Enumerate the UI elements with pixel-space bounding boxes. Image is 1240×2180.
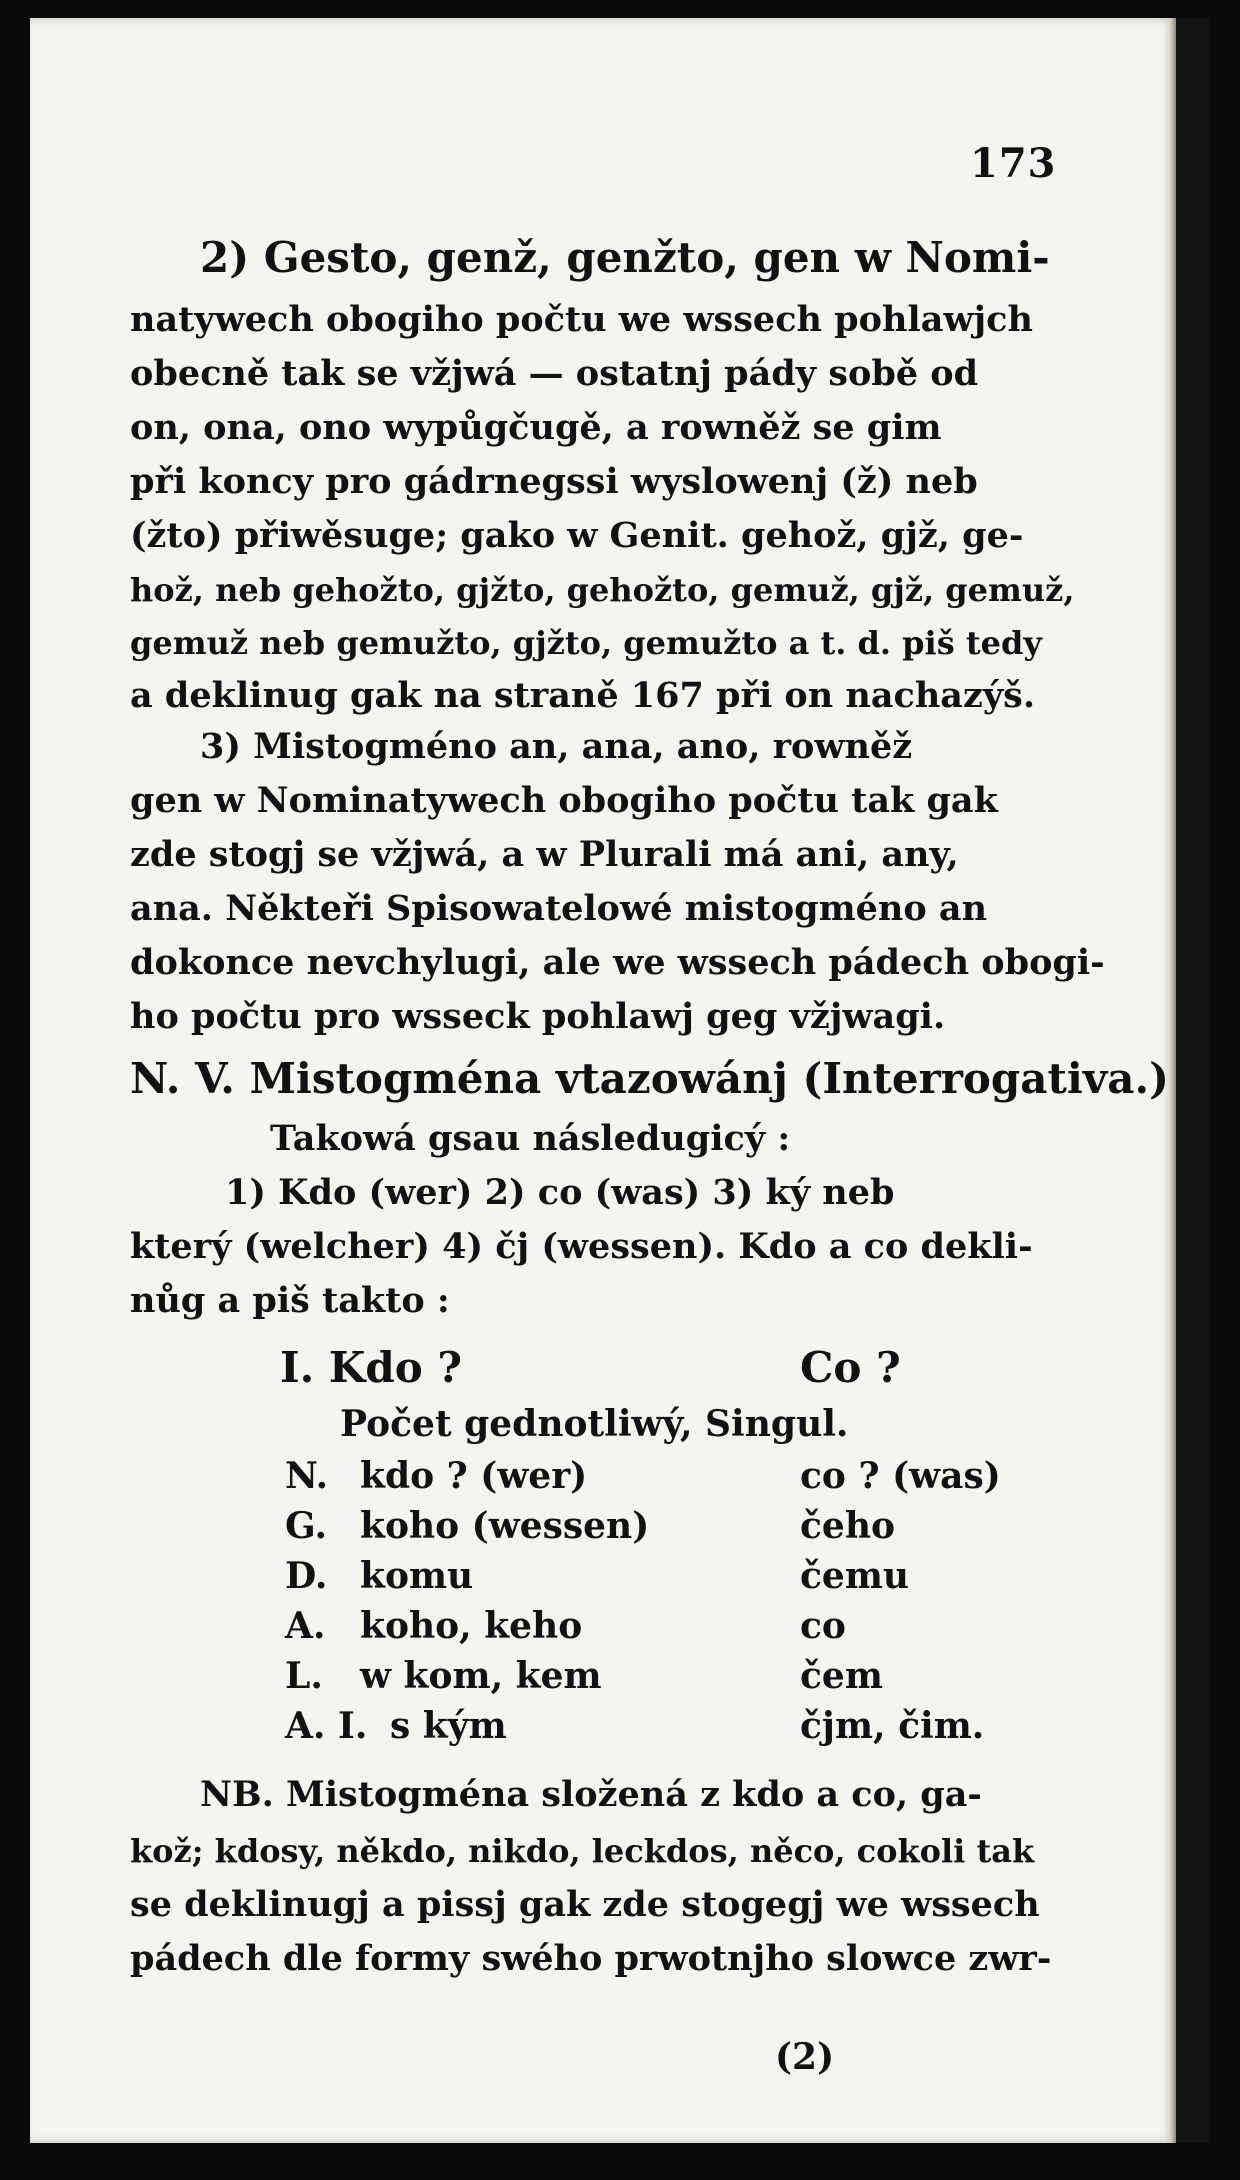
section-heading: N. V. Mistogména vtazowánj (Interrogativa.) <box>130 1054 1169 1103</box>
co-form-i: čjm, čim. <box>800 1705 985 1747</box>
case-label-g: G. <box>285 1505 327 1547</box>
kdo-form-n: kdo ? (wer) <box>360 1455 588 1497</box>
co-form-a: co <box>800 1605 846 1647</box>
page-edge <box>1170 18 1176 2143</box>
co-form-n: co ? (was) <box>800 1455 1001 1497</box>
paragraph-2-line-5: při koncy pro gádrnegssi wyslowenj (ž) neb <box>130 461 978 502</box>
paragraph-2-line-3: obecně tak se vžjwá — ostatnj pády sobě od <box>130 353 979 394</box>
paragraph-3-line-4: ana. Někteři Spisowatelowé mistogméno an <box>130 888 988 929</box>
signature-mark: (2) <box>775 2036 835 2078</box>
co-form-g: čeho <box>800 1505 896 1547</box>
nb-line-1: NB. Mistogména složená z kdo a co, ga- <box>200 1774 982 1815</box>
kdo-form-a: koho, keho <box>360 1605 583 1647</box>
case-label-d: D. <box>285 1555 328 1597</box>
intro-line-2: 1) Kdo (wer) 2) co (was) 3) ký neb <box>225 1172 895 1213</box>
case-label-l: L. <box>285 1655 323 1697</box>
kdo-form-g: koho (wessen) <box>360 1505 650 1547</box>
paragraph-2-line-7: hož, neb gehožto, gjžto, gehožto, gemuž, gjž, gemuž, <box>130 571 1075 609</box>
intro-line-1: Takowá gsau následugicý : <box>270 1118 791 1159</box>
paradigm-number-label: Počet gednotliwý, Singul. <box>340 1403 849 1445</box>
kdo-form-d: komu <box>360 1555 474 1597</box>
case-label-i: A. I. <box>285 1705 368 1747</box>
kdo-form-i: s kým <box>390 1705 507 1747</box>
kdo-form-l: w kom, kem <box>360 1655 602 1697</box>
paragraph-3-line-1: 3) Mistogméno an, ana, ano, rowněž <box>200 726 913 767</box>
paragraph-2-line-6: (žto) přiwěsuge; gako w Genit. gehož, gjž, ge- <box>130 515 1024 556</box>
paragraph-2-line-1: 2) Gesto, genž, genžto, gen w Nomi- <box>200 233 1050 282</box>
intro-line-4: nůg a piš takto : <box>130 1280 450 1321</box>
case-label-a: A. <box>285 1605 326 1647</box>
co-form-l: čem <box>800 1655 883 1697</box>
book-page <box>30 18 1210 2143</box>
intro-line-3: který (welcher) 4) čj (wessen). Kdo a co dekli- <box>130 1226 1033 1267</box>
paragraph-3-line-6: ho počtu pro wsseck pohlawj geg vžjwagi. <box>130 996 946 1037</box>
paradigm-header-co: Co ? <box>800 1343 901 1392</box>
nb-line-4: pádech dle formy swého prwotnjho slowce zwr- <box>130 1938 1052 1979</box>
paragraph-3-line-2: gen w Nominatywech obogiho počtu tak gak <box>130 780 998 821</box>
nb-line-2: kož; kdosy, někdo, nikdo, leckdos, něco, cokoli tak <box>130 1832 1035 1870</box>
page-number: 173 <box>970 140 1057 187</box>
paragraph-2-line-2: natywech obogiho počtu we wssech pohlawjch <box>130 299 1033 340</box>
paragraph-3-line-5: dokonce nevchylugi, ale we wssech pádech obogi- <box>130 942 1105 983</box>
paragraph-2-line-9: a deklinug gak na straně 167 při on nachazýš. <box>130 675 1036 716</box>
nb-line-3: se deklinugj a pissj gak zde stogegj we wssech <box>130 1884 1040 1925</box>
paragraph-3-line-3: zde stogj se vžjwá, a w Plurali má ani, any, <box>130 834 959 875</box>
co-form-d: čemu <box>800 1555 910 1597</box>
case-label-n: N. <box>285 1455 329 1497</box>
paragraph-2-line-8: gemuž neb gemužto, gjžto, gemužto a t. d. piš tedy <box>130 624 1042 662</box>
paradigm-header-kdo: I. Kdo ? <box>280 1343 463 1392</box>
paragraph-2-line-4: on, ona, ono wypůgčugě, a rowněž se gim <box>130 407 942 448</box>
